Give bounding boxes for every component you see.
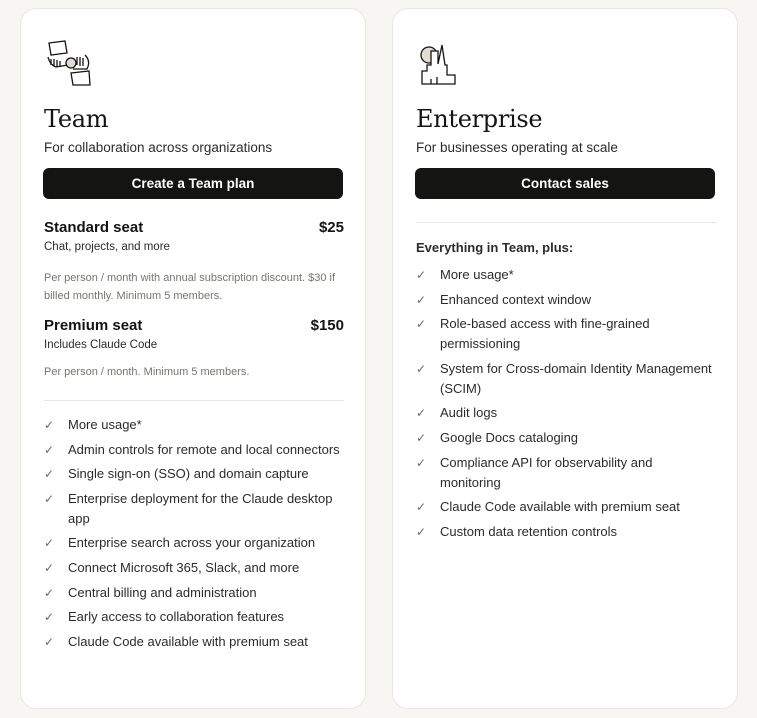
feature-item: [416, 403, 716, 423]
feature-text: Enterprise deployment for the Claude desktop app: [68, 490, 333, 526]
check-icon: ✓: [44, 610, 55, 625]
feature-text: Single sign-on (SSO) and domain capture: [68, 466, 309, 482]
check-icon: ✓: [416, 500, 427, 515]
feature-item: [44, 533, 344, 553]
feature-item: [44, 583, 344, 603]
contact-sales-button[interactable]: Contact sales: [415, 168, 715, 199]
plan-title: Team: [44, 105, 109, 133]
feature-item: [44, 415, 344, 435]
check-icon: ✓: [44, 585, 55, 600]
feature-text: Connect Microsoft 365, Slack, and more: [68, 559, 300, 575]
feature-item: [44, 464, 344, 484]
check-icon: ✓: [44, 442, 55, 457]
feature-item: [416, 428, 716, 448]
plan-title: Enterprise: [416, 105, 543, 133]
premium-seat: [44, 317, 344, 381]
check-icon: ✓: [416, 317, 427, 332]
check-icon: ✓: [44, 491, 55, 506]
team-plan-card: [20, 8, 366, 709]
feature-item: [44, 607, 344, 627]
feature-text: Early access to collaboration features: [68, 609, 285, 625]
feature-text: Claude Code available with premium seat: [440, 499, 680, 515]
feature-text: System for Cross-domain Identity Management (SCIM): [440, 360, 712, 396]
seat-description: Chat, projects, and more: [44, 241, 170, 253]
feature-item: [44, 558, 344, 578]
create-team-plan-button[interactable]: Create a Team plan: [43, 168, 343, 199]
handshake-icon: [45, 39, 95, 87]
enterprise-plan-card: [392, 8, 738, 709]
check-icon: ✓: [416, 524, 427, 539]
feature-text: Google Docs cataloging: [440, 429, 579, 445]
includes-label: Everything in Team, plus:: [416, 240, 574, 255]
feature-text: Custom data retention controls: [440, 523, 618, 539]
plan-subtitle: For businesses operating at scale: [416, 140, 618, 155]
city-skyline-icon: [417, 39, 467, 87]
feature-text: Enterprise search across your organization: [68, 535, 316, 551]
check-icon: ✓: [416, 455, 427, 470]
feature-item: [416, 290, 716, 310]
feature-item: [416, 359, 716, 399]
feature-text: Enhanced context window: [440, 291, 592, 307]
feature-item: [416, 497, 716, 517]
seat-price: $150: [310, 317, 344, 334]
feature-item: [44, 440, 344, 460]
seat-name: Premium seat: [44, 317, 143, 334]
feature-text: Audit logs: [440, 405, 498, 421]
check-icon: ✓: [44, 418, 55, 432]
seat-note: Per person / month. Minimum 5 members.: [44, 366, 250, 378]
seat-note: Per person / month with annual subscription discount. $30 if billed monthly. Minimum 5 members.: [44, 272, 336, 302]
feature-text: More usage*: [68, 417, 142, 432]
feature-text: Compliance API for observability and monitoring: [440, 454, 653, 490]
divider: [416, 222, 716, 223]
check-icon: ✓: [44, 634, 55, 649]
enterprise-feature-list: [416, 265, 716, 546]
feature-text: Central billing and administration: [68, 584, 257, 600]
check-icon: ✓: [416, 406, 427, 421]
feature-item: [416, 314, 716, 354]
feature-item: [416, 265, 716, 285]
feature-item: [44, 632, 344, 652]
check-icon: ✓: [416, 292, 427, 307]
feature-item: [416, 522, 716, 542]
feature-text: Claude Code available with premium seat: [68, 633, 308, 649]
feature-item: [44, 489, 344, 529]
seat-name: Standard seat: [44, 219, 144, 236]
feature-text: More usage*: [440, 267, 514, 282]
seat-description: Includes Claude Code: [44, 339, 158, 351]
team-feature-list: [44, 415, 344, 656]
feature-item: [416, 453, 716, 493]
check-icon: ✓: [416, 430, 427, 445]
feature-text: Admin controls for remote and local connectors: [68, 441, 340, 457]
seat-price: $25: [318, 219, 344, 236]
standard-seat: [44, 219, 344, 305]
check-icon: ✓: [44, 467, 55, 482]
check-icon: ✓: [416, 268, 427, 282]
divider: [44, 400, 344, 401]
feature-text: Role-based access with fine-grained permissioning: [440, 316, 650, 352]
check-icon: ✓: [416, 361, 427, 376]
check-icon: ✓: [44, 536, 55, 551]
check-icon: ✓: [44, 560, 55, 575]
plan-subtitle: For collaboration across organizations: [44, 140, 273, 155]
